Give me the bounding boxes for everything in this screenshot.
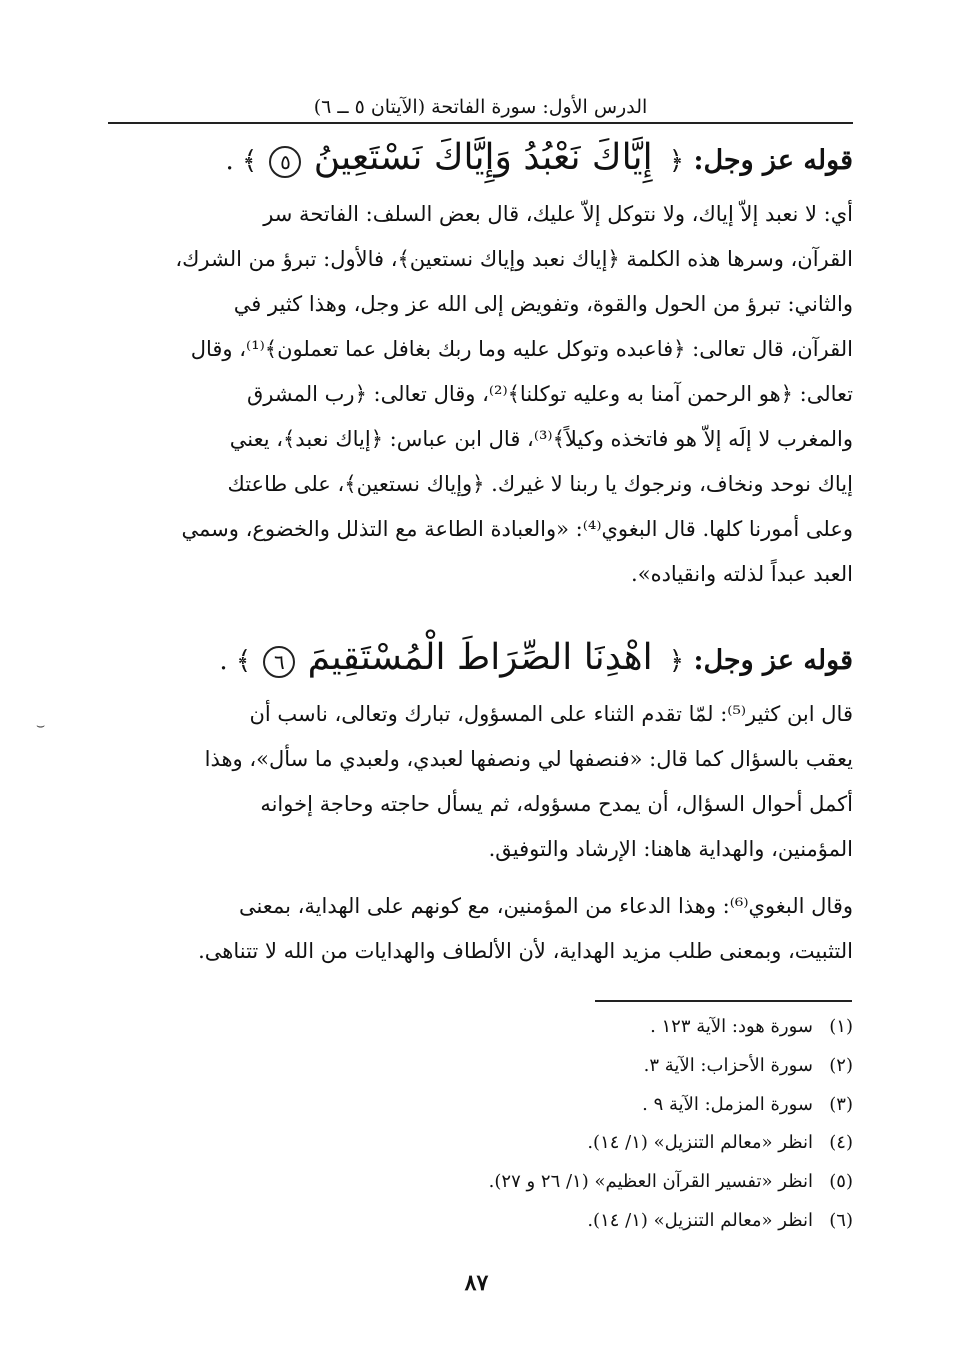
footnote-text: انظر «تفسير القرآن العظيم» (١/ ٢٦ و ٢٧). [488,1171,813,1193]
text-line: المؤمنين، والهداية هاهنا: الإرشاد والتوفيق. [488,837,853,861]
footnote-text: سورة هود: الآية ١٢٣ . [650,1016,813,1037]
text-line: والمغرب لا إلَه إلاّ هو فاتخذه وكيلاً﴾⁽³⁾، قال ابن عباس: ﴿إياك نعبد﴾، يعني [229,427,853,451]
footnote-text: انظر «معالم التنزيل» (١/ ١٤). [587,1209,813,1231]
text-line: أكمل أحوال السؤال، أن يمدح مسؤوله، ثم يسأل حاجته وحاجة إخوانه [260,792,853,816]
text-line: والثاني: تبرؤ من الحول والقوة، وتفويض إلى الله عز وجل، وهذا كثير في [233,292,853,316]
footnote-text: انظر «معالم التنزيل» (١/ ١٤). [587,1132,813,1154]
commentary-paragraph-2 [108,692,853,872]
footnote-number: (٢) [829,1054,853,1076]
page-number: ٨٧ [464,1270,489,1296]
close-bracket: ﴾ . [225,146,258,176]
footnote-text: سورة المزمل: الآية ٩ . [642,1093,813,1115]
text-line: إياك نوحد ونخاف، ونرجوك يا ربنا لا غيرك. ﴿وإياك نستعين﴾، على طاعتك [227,472,853,496]
open-bracket: ﴿ [668,146,685,176]
footnote-item [300,1047,853,1086]
margin-mark: ⌣ [36,718,46,734]
footnote-item [300,1008,853,1047]
quran-verse-text: إِيَّاكَ نَعْبُدُ وَإِيَّاكَ نَسْتَعِينُ [313,137,653,178]
footnote-item [300,1163,853,1202]
text-line: وقال البغوي⁽⁶⁾: وهذا الدعاء من المؤمنين، مع كونهم على الهداية، بمعنى [238,894,853,918]
footnote-number: (٦) [829,1209,853,1231]
close-bracket: ﴾ . [219,646,252,676]
footnote-text: سورة الأحزاب: الآية ٣. [643,1054,813,1076]
commentary-paragraph-1 [108,192,853,597]
open-bracket: ﴿ [668,646,685,676]
ayah-number-marker: ٥ [269,146,301,178]
text-line: القرآن، وسرها هذه الكلمة ﴿إياك نعبد وإياك نستعين﴾، فالأول: تبرؤ من الشرك، [175,247,853,271]
footnotes [300,1008,853,1241]
text-line: وعلى أمورنا كلها. قال البغوي⁽⁴⁾: «والعبادة الطاعة مع التذلل والخضوع، وسمي [181,517,853,541]
footnote-number: (١) [829,1016,853,1037]
footnote-number: (٣) [829,1093,853,1115]
footnote-item [300,1124,853,1163]
text-line: قال ابن كثير⁽⁵⁾: لمّا تقدم الثناء على المسؤول، تبارك وتعالى، ناسب أن [249,702,853,726]
running-header: الدرس الأول: سورة الفاتحة (الآيتان ٥ ــ ٦) [108,92,853,124]
quran-verse-text: اهْدِنَا الصِّرَاطَ الْمُسْتَقِيمَ [307,637,653,678]
text-line: أي: لا نعبد إلاّ إياك، ولا نتوكل إلاّ عليك، قال بعض السلف: الفاتحة سر [263,202,853,226]
text-line: القرآن، قال تعالى: ﴿فاعبده وتوكل عليه وما ربك بغافل عما تعملون﴾⁽¹⁾، وقال [190,337,853,361]
commentary-paragraph-3 [108,884,853,974]
footnote-item [300,1086,853,1125]
footnote-item [300,1202,853,1241]
footnote-number: (٤) [829,1132,853,1154]
footnote-divider [595,1000,852,1002]
text-line: تعالى: ﴿هو الرحمن آمنا به وعليه توكلنا﴾⁽²⁾، وقال تعالى: ﴿رب المشرق [247,382,853,406]
footnote-number: (٥) [829,1171,853,1193]
verse-6-heading [108,630,853,686]
ayah-number-marker: ٦ [263,646,295,678]
text-line: التثبيت، وبمعنى طلب مزيد الهداية، لأن الألطاف والهدايات من الله لا تتناهى. [198,939,853,963]
verse-lead-label: قوله عز وجل: [684,145,853,176]
verse-lead-label: قوله عز وجل: [684,645,853,676]
verse-5-heading [108,130,853,186]
text-line: يعقب بالسؤال كما قال: «فنصفها لي ونصفها لعبدي، ولعبدي ما سأل»، وهذا [204,747,853,771]
text-line: العبد عبداً لذلته وانقياده». [631,562,853,586]
